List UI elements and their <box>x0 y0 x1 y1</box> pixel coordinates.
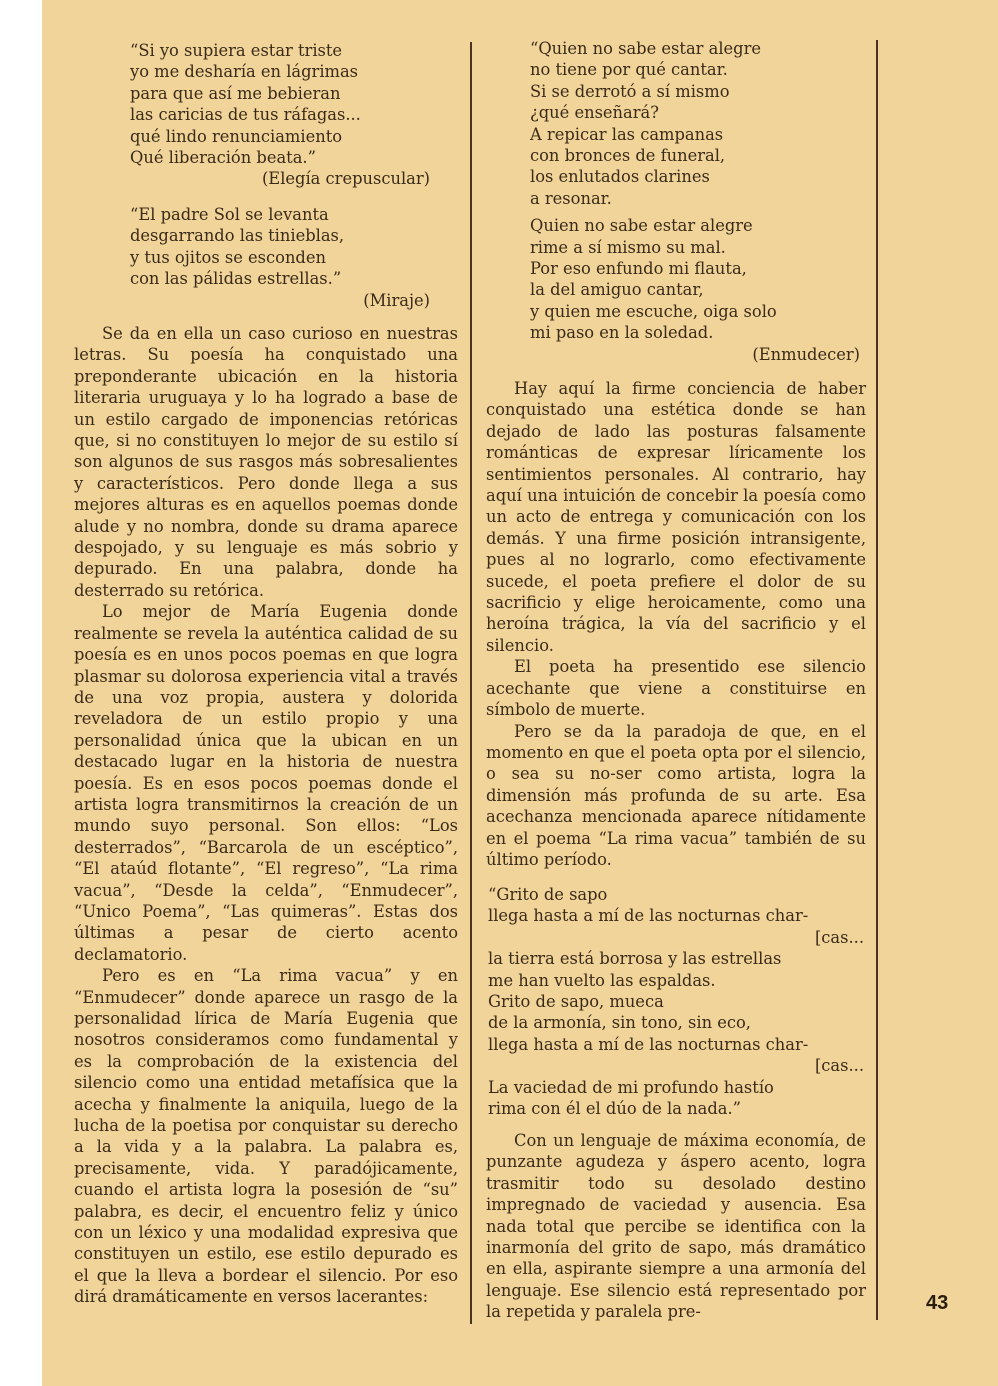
poem-line: Si se derrotó a sí mismo <box>530 81 730 101</box>
poem-line: los enlutados clarines <box>530 167 710 187</box>
paragraph: Pero se da la paradoja de que, en el momento en que el poeta opta por el silencio, o sea su no-ser como artista, logra la dimensión más profunda de su arte. Esa acechanza mencionada aparece nítidamente en el poema “La rima vacua” también de su último período. <box>486 721 866 869</box>
poem-line: “El padre Sol se levanta <box>130 205 329 224</box>
poem-attribution: (Elegía crepuscular) <box>261 169 430 189</box>
poem-line: ¿qué enseñará? <box>530 103 659 123</box>
column-rule-right <box>876 40 878 1320</box>
poem-line: la tierra está borrosa y las estrellas <box>488 949 782 969</box>
poem-line: desgarrando las tinieblas, <box>130 226 345 246</box>
poem-line: con bronces de funeral, <box>530 146 726 166</box>
poem-line: para que así me bebieran <box>130 83 341 103</box>
poem-line: me han vuelto las espaldas. <box>488 970 716 990</box>
poem-attribution: (Miraje) <box>363 290 430 310</box>
poem-line-runover: [cas... <box>814 1056 864 1076</box>
poem-line: yo me desharía en lágrimas <box>130 62 359 82</box>
poem-line: mi paso en la soledad. <box>530 323 714 343</box>
poem-line: Por eso enfundo mi flauta, <box>530 259 747 279</box>
poem-miraje <box>130 204 430 311</box>
paragraph: Lo mejor de María Eugenia donde realmente se revela la auténtica calidad de su poesía es en unos pocos poemas en que logra plasmar su dolorosa experiencia vital a través de una voz propia, austera y dolorida reveladora de un estilo propio y una personalidad única que la ubican en un destacado lugar en la historia de nuestra poesía. Es en esos pocos poemas donde el artista logra transmitirnos la creación de un mundo suyo personal. Son ellos: “Los desterrados”, “Barcarola de un escéptico”, “El ataúd flotante”, “El regreso”, “La rima vacua”, “Desde la celda”, “Enmudecer”, “Unico Poema”, “Las quimeras”. Estas dos últimas a pesar de cierto acento declamatorio. <box>74 602 458 964</box>
paragraph: Se da en ella un caso curioso en nuestras letras. Su poesía ha conquistado una preponderante ubicación en la historia literaria uruguaya y lo ha logrado a base de un estilo cargado de imponencias retóricas que, si no constituyen lo mejor de su estilo sí son algunos de sus rasgos más sobresalientes y característicos. Pero donde llega a sus mejores alturas es en aquellos poemas donde alude y no nombra, donde su drama aparece despojado, y su lenguaje es más sobrio y depurado. En una palabra, donde ha desterrado su retórica. <box>74 324 458 600</box>
poem-line: de la armonía, sin tono, sin eco, <box>488 1013 751 1033</box>
page-number: 43 <box>926 1292 949 1314</box>
poem-line: la del amiguo cantar, <box>530 280 704 300</box>
poem-enmudecer <box>530 38 860 365</box>
poem-line: Quien no sabe estar alegre <box>530 216 753 236</box>
paragraph: Con un lenguaje de máxima economía, de punzante agudeza y áspero acento, logra trasmitir todo su desolado destino impregnado de vaciedad y ausencia. Esa nada total que percibe se identifica con la inarmonía del grito de sapo, más dramático en ella, aspirante siempre a una armonía del lenguaje. Ese silencio está representado por la repetida y paralela pre- <box>486 1131 866 1322</box>
poem-line: “Grito de sapo <box>488 885 608 904</box>
poem-attribution: (Enmudecer) <box>752 344 860 364</box>
left-body-text <box>74 323 458 1308</box>
poem-elegia-crepuscular <box>130 40 430 190</box>
poem-line: a resonar. <box>530 188 612 208</box>
poem-line: llega hasta a mí de las nocturnas char- <box>488 1034 809 1054</box>
poem-la-rima-vacua <box>488 884 864 1119</box>
poem-line: con las pálidas estrellas.” <box>130 269 342 289</box>
poem-line: “Si yo supiera estar triste <box>130 41 343 60</box>
poem-line: rima con él el dúo de la nada.” <box>488 1099 741 1119</box>
poem-line: A repicar las campanas <box>530 124 724 144</box>
poem-line: “Quien no sabe estar alegre <box>530 39 762 58</box>
poem-line: y quien me escuche, oiga solo <box>530 301 777 321</box>
book-page <box>42 0 998 1386</box>
right-final-text <box>486 1130 866 1323</box>
poem-line: Grito de sapo, mueca <box>488 992 664 1012</box>
poem-line: La vaciedad de mi profundo hastío <box>488 1077 774 1097</box>
paragraph: El poeta ha presentido ese silencio acechante que viene a constituirse en símbolo de muerte. <box>486 657 866 720</box>
right-body-text <box>486 378 866 870</box>
paragraph: Pero es en “La rima vacua” y en “Enmudecer” donde aparece un rasgo de la personalidad lírica de María Eugenia que nosotros consideramos como fundamental y es la comprobación de la existencia del silencio como una entidad metafísica que la acecha y finalmente la aniquila, luego de la lucha de la poetisa por conquistar su derecho a la vida y a la palabra. La palabra es, precisamente, vida. Y paradójicamente, cuando el artista logra la posesión de “su” palabra, es decir, el encuentro feliz y único con un léxico y una modalidad expresiva que constituyen un estilo, ese estilo depurado es el que la lleva a bordear el silencio. Por eso dirá dramáticamente en versos lacerantes: <box>74 966 458 1307</box>
poem-line: qué lindo renunciamiento <box>130 126 343 146</box>
poem-line: las caricias de tus ráfagas... <box>130 105 361 125</box>
column-rule-left <box>470 42 472 1324</box>
poem-line: llega hasta a mí de las nocturnas char- <box>488 906 809 926</box>
poem-line: rime a sí mismo su mal. <box>530 237 726 257</box>
poem-line: no tiene por qué cantar. <box>530 60 728 80</box>
poem-line: Qué liberación beata.” <box>130 148 316 168</box>
poem-line-runover: [cas... <box>814 927 864 947</box>
poem-line: y tus ojitos se esconden <box>130 247 326 267</box>
paragraph: Hay aquí la firme conciencia de haber conquistado una estética donde se han dejado de lado las posturas falsamente románticas de expresar líricamente los sentimientos personales. Al contrario, hay aquí una intuición de concebir la poesía como un acto de entrega y comunicación con los demás. Y una firme posición intransigente, pues al no lograrlo, como efectivamente sucede, el poeta prefiere el dolor de su sacrificio y elige heroicamente, como una heroína trágica, la vía del sacrificio y el silencio. <box>486 379 866 655</box>
